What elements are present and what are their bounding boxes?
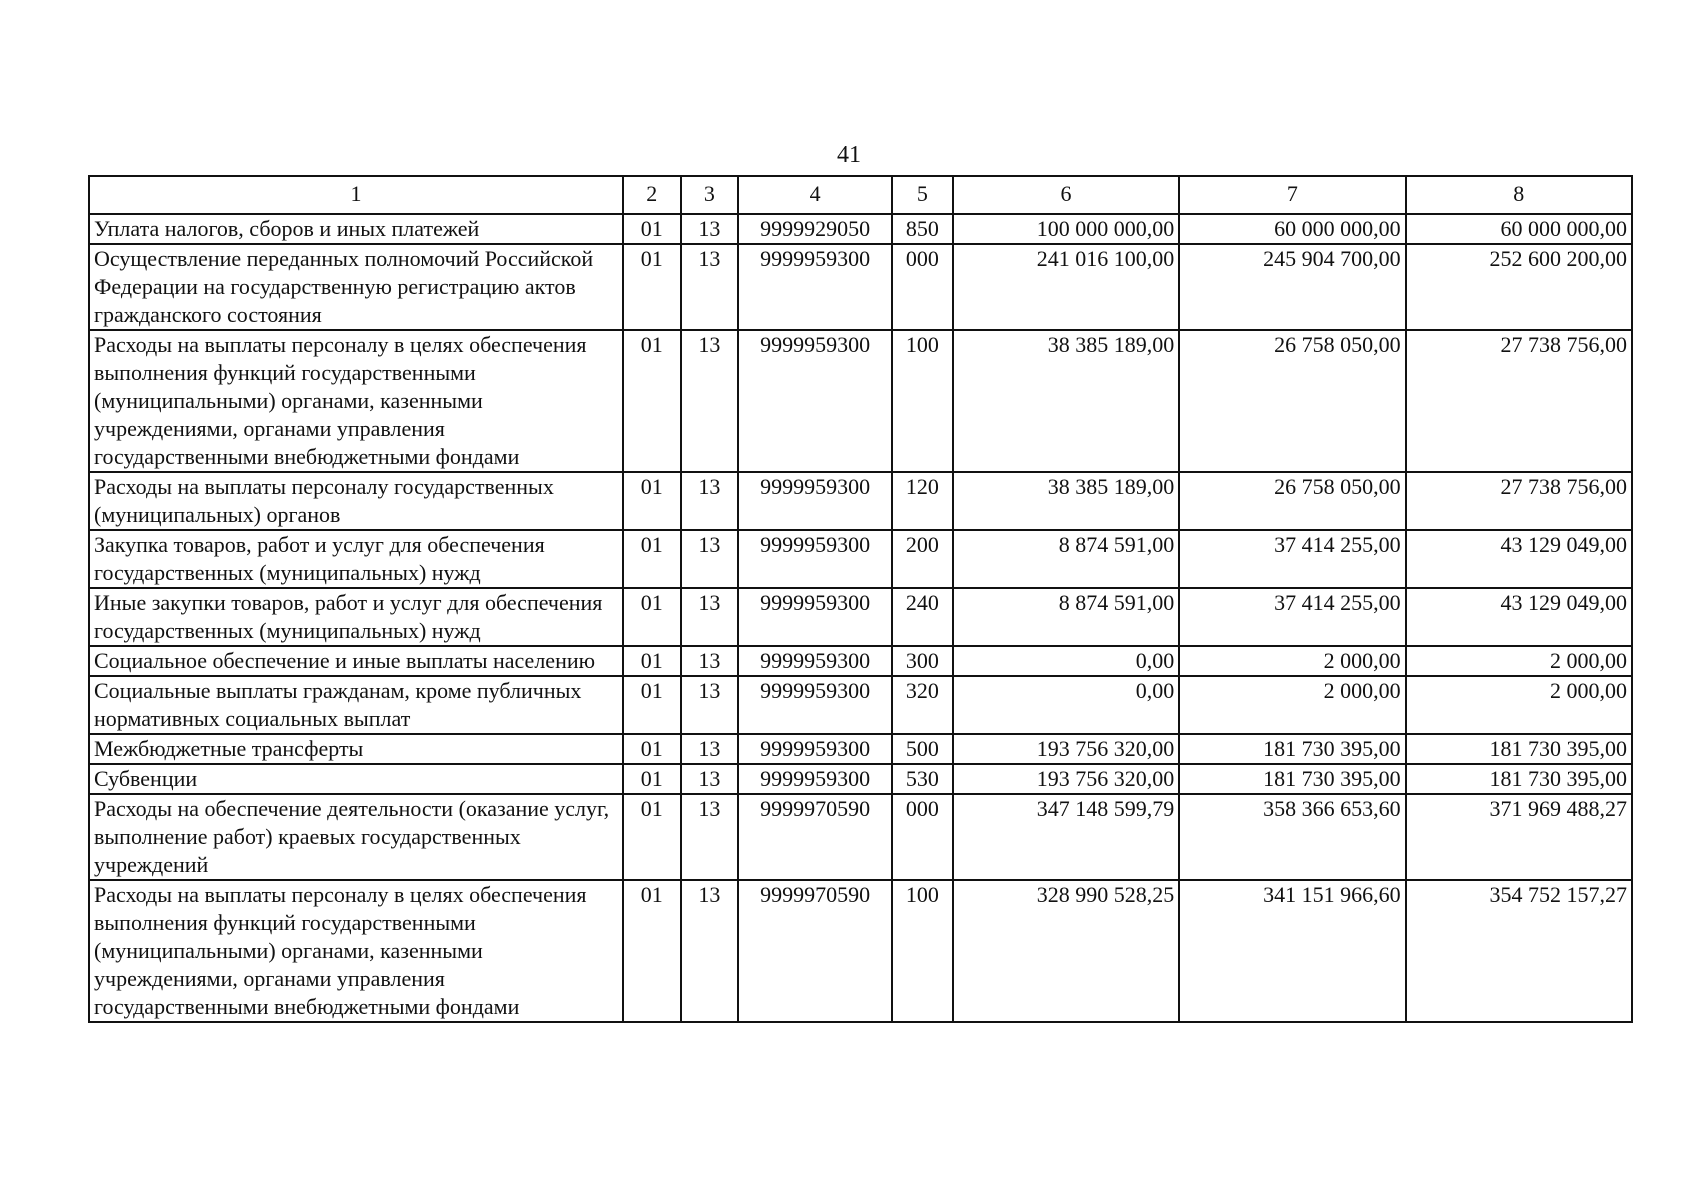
amount-col-7: 358 366 653,60	[1179, 794, 1405, 880]
amount-col-8: 2 000,00	[1406, 676, 1632, 734]
subsection-code: 13	[681, 472, 739, 530]
amount-col-7: 37 414 255,00	[1179, 530, 1405, 588]
expense-name: Субвенции	[89, 764, 623, 794]
amount-col-8: 371 969 488,27	[1406, 794, 1632, 880]
expense-type-code: 530	[892, 764, 953, 794]
expense-type-code: 000	[892, 794, 953, 880]
expense-type-code: 500	[892, 734, 953, 764]
budget-table	[88, 175, 1633, 1023]
expense-name: Расходы на выплаты персоналу государственных (муниципальных) органов	[89, 472, 623, 530]
amount-col-6: 0,00	[953, 646, 1179, 676]
expense-type-code: 120	[892, 472, 953, 530]
subsection-code: 13	[681, 588, 739, 646]
amount-col-6: 193 756 320,00	[953, 734, 1179, 764]
subsection-code: 13	[681, 764, 739, 794]
table-row	[89, 734, 1632, 764]
amount-col-7: 2 000,00	[1179, 646, 1405, 676]
page-number: 41	[837, 142, 861, 168]
expense-type-code: 100	[892, 330, 953, 472]
target-article-code: 9999959300	[738, 244, 892, 330]
expense-name: Иные закупки товаров, работ и услуг для обеспечения государственных (муниципальных) нужд	[89, 588, 623, 646]
subsection-code: 13	[681, 676, 739, 734]
table-row	[89, 676, 1632, 734]
expense-name: Социальные выплаты гражданам, кроме публичных нормативных социальных выплат	[89, 676, 623, 734]
amount-col-7: 181 730 395,00	[1179, 764, 1405, 794]
subsection-code: 13	[681, 646, 739, 676]
subsection-code: 13	[681, 244, 739, 330]
amount-col-6: 38 385 189,00	[953, 472, 1179, 530]
table-row	[89, 330, 1632, 472]
table-row	[89, 530, 1632, 588]
table-row	[89, 214, 1632, 244]
target-article-code: 9999959300	[738, 646, 892, 676]
expense-name: Социальное обеспечение и иные выплаты населению	[89, 646, 623, 676]
target-article-code: 9999959300	[738, 676, 892, 734]
expense-name: Уплата налогов, сборов и иных платежей	[89, 214, 623, 244]
section-code: 01	[623, 880, 681, 1022]
target-article-code: 9999959300	[738, 734, 892, 764]
target-article-code: 9999929050	[738, 214, 892, 244]
target-article-code: 9999959300	[738, 472, 892, 530]
amount-col-6: 347 148 599,79	[953, 794, 1179, 880]
amount-col-8: 27 738 756,00	[1406, 330, 1632, 472]
subsection-code: 13	[681, 794, 739, 880]
expense-name: Расходы на выплаты персоналу в целях обеспечения выполнения функций государственными (муниципальными) органами, казенными учреждениями, органами управления государственными внебюджетными фондами	[89, 330, 623, 472]
table-header	[89, 176, 1632, 214]
section-code: 01	[623, 530, 681, 588]
section-code: 01	[623, 330, 681, 472]
subsection-code: 13	[681, 880, 739, 1022]
amount-col-7: 181 730 395,00	[1179, 734, 1405, 764]
section-code: 01	[623, 734, 681, 764]
amount-col-8: 181 730 395,00	[1406, 764, 1632, 794]
header-col-8: 8	[1406, 176, 1632, 214]
subsection-code: 13	[681, 214, 739, 244]
amount-col-8: 60 000 000,00	[1406, 214, 1632, 244]
section-code: 01	[623, 588, 681, 646]
section-code: 01	[623, 646, 681, 676]
table-row	[89, 794, 1632, 880]
amount-col-8: 2 000,00	[1406, 646, 1632, 676]
target-article-code: 9999959300	[738, 764, 892, 794]
section-code: 01	[623, 472, 681, 530]
subsection-code: 13	[681, 734, 739, 764]
amount-col-7: 60 000 000,00	[1179, 214, 1405, 244]
section-code: 01	[623, 214, 681, 244]
header-col-6: 6	[953, 176, 1179, 214]
amount-col-6: 38 385 189,00	[953, 330, 1179, 472]
target-article-code: 9999970590	[738, 880, 892, 1022]
amount-col-7: 26 758 050,00	[1179, 472, 1405, 530]
expense-name: Закупка товаров, работ и услуг для обеспечения государственных (муниципальных) нужд	[89, 530, 623, 588]
expense-type-code: 850	[892, 214, 953, 244]
target-article-code: 9999970590	[738, 794, 892, 880]
amount-col-6: 100 000 000,00	[953, 214, 1179, 244]
amount-col-7: 341 151 966,60	[1179, 880, 1405, 1022]
header-col-5: 5	[892, 176, 953, 214]
amount-col-7: 2 000,00	[1179, 676, 1405, 734]
table-row	[89, 880, 1632, 1022]
table-body	[89, 214, 1632, 1022]
target-article-code: 9999959300	[738, 330, 892, 472]
target-article-code: 9999959300	[738, 530, 892, 588]
amount-col-8: 252 600 200,00	[1406, 244, 1632, 330]
expense-name: Межбюджетные трансферты	[89, 734, 623, 764]
amount-col-8: 181 730 395,00	[1406, 734, 1632, 764]
amount-col-8: 43 129 049,00	[1406, 588, 1632, 646]
section-code: 01	[623, 676, 681, 734]
amount-col-6: 0,00	[953, 676, 1179, 734]
amount-col-7: 26 758 050,00	[1179, 330, 1405, 472]
amount-col-6: 8 874 591,00	[953, 530, 1179, 588]
header-col-2: 2	[623, 176, 681, 214]
header-col-4: 4	[738, 176, 892, 214]
expense-type-code: 320	[892, 676, 953, 734]
expense-type-code: 200	[892, 530, 953, 588]
header-col-1: 1	[89, 176, 623, 214]
expense-name: Осуществление переданных полномочий Российской Федерации на государственную регистрацию актов гражданского состояния	[89, 244, 623, 330]
section-code: 01	[623, 764, 681, 794]
expense-type-code: 000	[892, 244, 953, 330]
header-row	[89, 176, 1632, 214]
table-row	[89, 472, 1632, 530]
amount-col-6: 8 874 591,00	[953, 588, 1179, 646]
header-col-3: 3	[681, 176, 739, 214]
amount-col-8: 43 129 049,00	[1406, 530, 1632, 588]
subsection-code: 13	[681, 330, 739, 472]
table-row	[89, 244, 1632, 330]
table-row	[89, 764, 1632, 794]
section-code: 01	[623, 794, 681, 880]
target-article-code: 9999959300	[738, 588, 892, 646]
expense-name: Расходы на обеспечение деятельности (оказание услуг, выполнение работ) краевых государственных учреждений	[89, 794, 623, 880]
header-col-7: 7	[1179, 176, 1405, 214]
amount-col-7: 37 414 255,00	[1179, 588, 1405, 646]
table-row	[89, 588, 1632, 646]
expense-type-code: 240	[892, 588, 953, 646]
amount-col-8: 27 738 756,00	[1406, 472, 1632, 530]
subsection-code: 13	[681, 530, 739, 588]
expense-name: Расходы на выплаты персоналу в целях обеспечения выполнения функций государственными (муниципальными) органами, казенными учреждениями, органами управления государственными внебюджетными фондами	[89, 880, 623, 1022]
amount-col-6: 193 756 320,00	[953, 764, 1179, 794]
expense-type-code: 100	[892, 880, 953, 1022]
section-code: 01	[623, 244, 681, 330]
amount-col-6: 328 990 528,25	[953, 880, 1179, 1022]
amount-col-8: 354 752 157,27	[1406, 880, 1632, 1022]
amount-col-7: 245 904 700,00	[1179, 244, 1405, 330]
table-row	[89, 646, 1632, 676]
expense-type-code: 300	[892, 646, 953, 676]
amount-col-6: 241 016 100,00	[953, 244, 1179, 330]
